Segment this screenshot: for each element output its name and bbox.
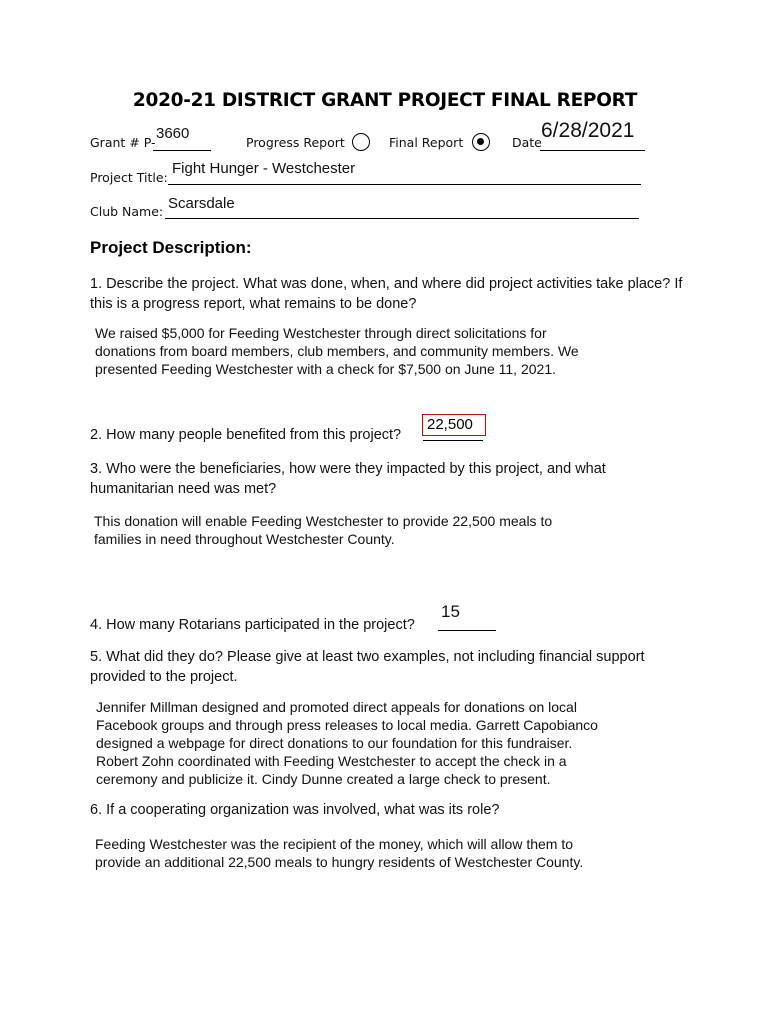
question-4: 4. How many Rotarians participated in the project? xyxy=(90,617,415,633)
grant-number-field[interactable]: 3660 xyxy=(156,125,190,142)
project-title-underline xyxy=(168,184,641,185)
question-1: 1. Describe the project. What was done, when, and where did project activities take place? If this is a progress report, what remains to be done? xyxy=(90,276,683,312)
club-name-label: Club Name: xyxy=(90,204,164,219)
project-title-field[interactable]: Fight Hunger - Westchester xyxy=(172,160,356,177)
question-3: 3. Who were the beneficiaries, how were they impacted by this project, and what humanitarian need was met? xyxy=(90,461,606,497)
date-label: Date xyxy=(512,135,542,150)
answer-3[interactable]: This donation will enable Feeding Westchester to provide 22,500 meals to families in need throughout Westchester County. xyxy=(94,513,553,547)
progress-report-label: Progress Report xyxy=(246,135,345,150)
answer-4-field[interactable]: 15 xyxy=(441,602,460,621)
project-title-label: Project Title: xyxy=(90,170,168,185)
answer-2-underline xyxy=(423,440,483,441)
final-report-label: Final Report xyxy=(389,135,464,150)
date-underline xyxy=(540,150,645,151)
club-name-field[interactable]: Scarsdale xyxy=(168,195,235,212)
answer-5[interactable]: Jennifer Millman designed and promoted direct appeals for donations on local Facebook groups and through press releases to local media. Garrett Capobianco designed a webpage for direct donations to our foundation for this fundraiser. Robert Zohn coordinated with Feeding Westchester to accept the check in a ceremony and publicize it. Cindy Dunne created a large check to present. xyxy=(96,699,598,787)
grant-number-label: Grant # P- xyxy=(90,135,156,150)
question-5: 5. What did they do? Please give at least two examples, not including financial support provided to the project. xyxy=(90,649,645,685)
question-6: 6. If a cooperating organization was involved, what was its role? xyxy=(90,802,500,818)
grant-number-underline xyxy=(153,150,211,151)
answer-2-field[interactable]: 22,500 xyxy=(422,414,486,436)
answer-1[interactable]: We raised $5,000 for Feeding Westchester through direct solicitations for donations from board members, club members, and community members. We presented Feeding Westchester with a check for $7,500 on June 11, 2021. xyxy=(95,325,579,377)
club-name-underline xyxy=(165,218,639,219)
radio-selected-dot xyxy=(477,138,484,145)
answer-6[interactable]: Feeding Westchester was the recipient of the money, which will allow them to provide an additional 22,500 meals to hungry residents of Westchester County. xyxy=(95,836,584,870)
final-report-radio[interactable] xyxy=(472,133,490,151)
answer-4-underline xyxy=(438,630,496,631)
section-heading: Project Description: xyxy=(90,238,252,257)
question-2: 2. How many people benefited from this project? xyxy=(90,427,402,443)
date-field[interactable]: 6/28/2021 xyxy=(541,119,635,142)
progress-report-radio[interactable] xyxy=(352,133,370,151)
report-title: 2020-21 DISTRICT GRANT PROJECT FINAL REPORT xyxy=(132,90,638,111)
